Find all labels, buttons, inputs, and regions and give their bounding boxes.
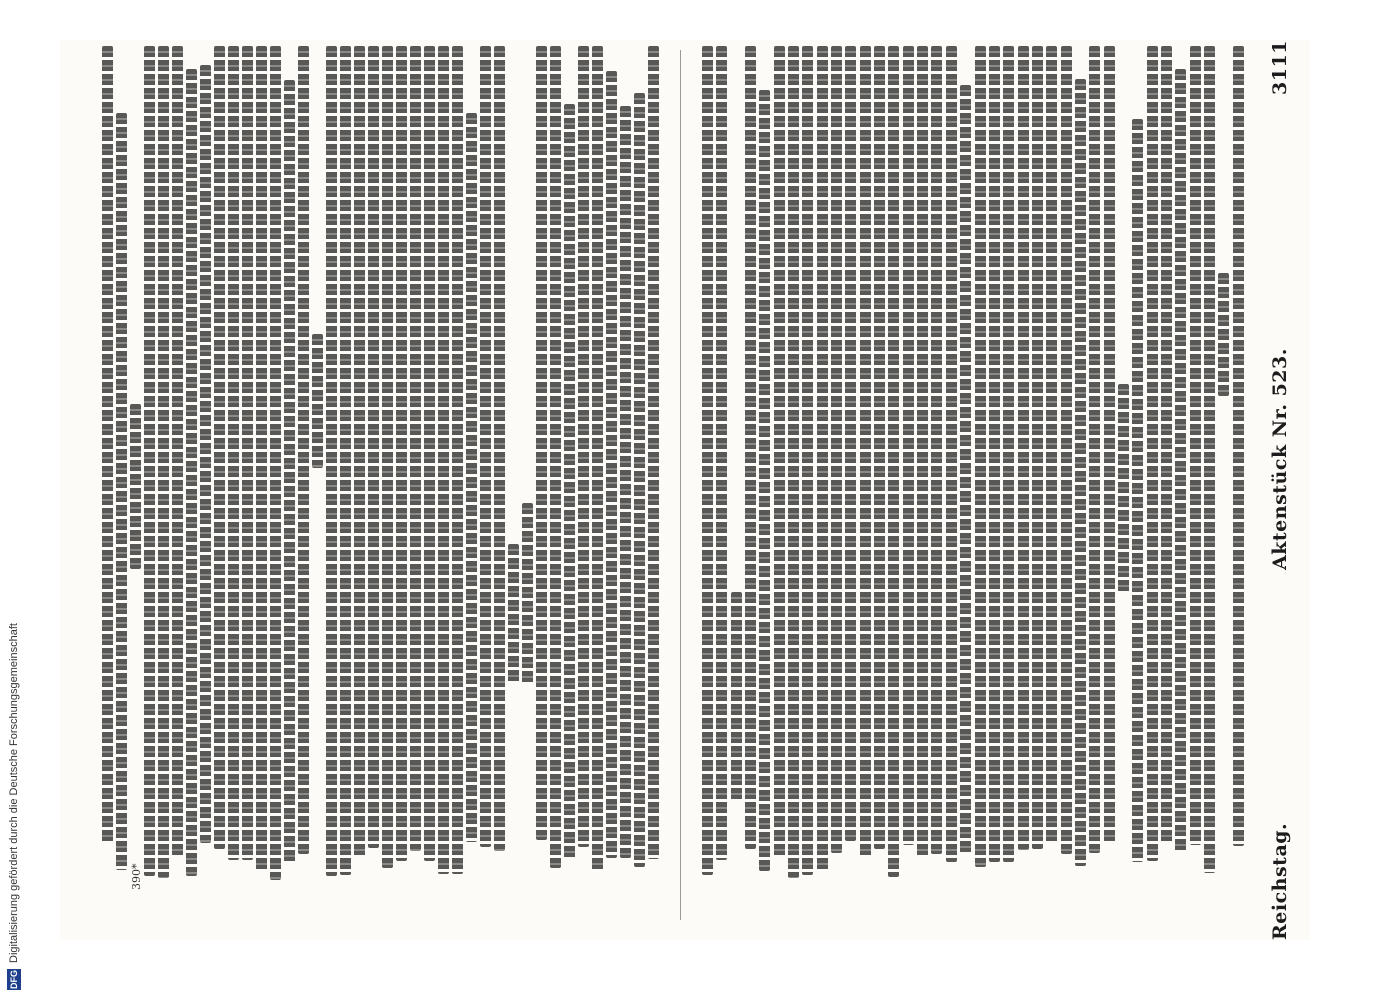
- text-line: [802, 46, 813, 875]
- text-line: [903, 46, 914, 845]
- text-line: [298, 46, 309, 854]
- text-line: [620, 106, 631, 858]
- text-line: [536, 46, 547, 840]
- text-column-right: [700, 40, 1245, 920]
- text-line: [648, 46, 659, 859]
- text-line: [466, 113, 477, 842]
- text-line: [1032, 46, 1043, 849]
- text-line: [1003, 46, 1014, 862]
- text-line: [931, 46, 942, 854]
- text-line: [1190, 46, 1201, 845]
- dfg-logo: DFG: [9, 970, 19, 989]
- text-line: [508, 544, 519, 683]
- text-line: [284, 80, 295, 864]
- text-line: [102, 46, 113, 844]
- page-number: 3111: [1269, 40, 1291, 95]
- text-line: [1204, 46, 1215, 873]
- text-line: [116, 113, 127, 870]
- text-line: [745, 46, 756, 849]
- text-line: [917, 46, 928, 856]
- running-head: [1258, 40, 1302, 940]
- text-line: [1161, 46, 1172, 844]
- running-head-left: Reichstag.: [1269, 822, 1291, 940]
- text-line: [228, 46, 239, 860]
- text-line: [256, 46, 267, 872]
- text-line: [564, 104, 575, 859]
- text-line: [592, 46, 603, 870]
- text-column-left: [100, 40, 660, 920]
- running-head-center: Aktenstück Nr. 523.: [1269, 347, 1291, 570]
- text-line: [522, 503, 533, 684]
- text-line: [396, 46, 407, 861]
- text-line: [716, 46, 727, 860]
- text-line: [354, 46, 365, 858]
- text-line: [874, 46, 885, 849]
- text-line: [270, 46, 281, 880]
- text-line: [989, 46, 1000, 862]
- text-line: [888, 46, 899, 877]
- text-line: [960, 85, 971, 853]
- text-line: [410, 46, 421, 851]
- text-line: [1089, 46, 1100, 853]
- credit-text: Digitalisierung gefördert durch die Deutsche Forschungsgemeinschaft: [8, 623, 20, 963]
- text-line: [578, 46, 589, 847]
- text-line: [494, 46, 505, 851]
- text-line: [186, 69, 197, 877]
- document-sheet: [60, 40, 1310, 940]
- text-line: [158, 46, 169, 878]
- text-line: [731, 592, 742, 800]
- text-line: [1175, 69, 1186, 851]
- text-line: [312, 334, 323, 468]
- text-line: [340, 46, 351, 875]
- text-line: [214, 46, 225, 849]
- text-line: [1118, 384, 1129, 592]
- text-line: [788, 46, 799, 878]
- text-line: [438, 46, 449, 874]
- text-line: [382, 46, 393, 868]
- text-line: [774, 46, 785, 858]
- text-line: [1061, 46, 1072, 854]
- text-line: [702, 46, 713, 875]
- text-line: [144, 46, 155, 876]
- text-line: [480, 46, 491, 847]
- text-line: [634, 93, 645, 866]
- text-line: [1132, 119, 1143, 861]
- text-line: [845, 46, 856, 841]
- text-line: [130, 404, 141, 569]
- text-line: [831, 46, 842, 853]
- text-line: [368, 46, 379, 848]
- text-line: [1233, 46, 1244, 846]
- text-line: [817, 46, 828, 872]
- text-line: [1018, 46, 1029, 850]
- text-line: [326, 46, 337, 876]
- sheet-signature: 390*: [130, 863, 143, 890]
- text-line: [452, 46, 463, 874]
- text-line: [242, 46, 253, 860]
- text-line: [1104, 46, 1115, 842]
- text-line: [550, 46, 561, 868]
- text-line: [1147, 46, 1158, 861]
- digitization-credit: [6, 430, 22, 990]
- text-line: [424, 46, 435, 861]
- text-line: [1075, 79, 1086, 865]
- column-divider: [680, 50, 681, 920]
- text-line: [200, 65, 211, 843]
- text-line: [759, 90, 770, 871]
- text-line: [1046, 46, 1057, 843]
- text-line: [946, 46, 957, 862]
- text-line: [172, 46, 183, 856]
- text-line: [606, 71, 617, 857]
- text-line: [1218, 273, 1229, 396]
- text-line: [860, 46, 871, 858]
- text-line: [975, 46, 986, 867]
